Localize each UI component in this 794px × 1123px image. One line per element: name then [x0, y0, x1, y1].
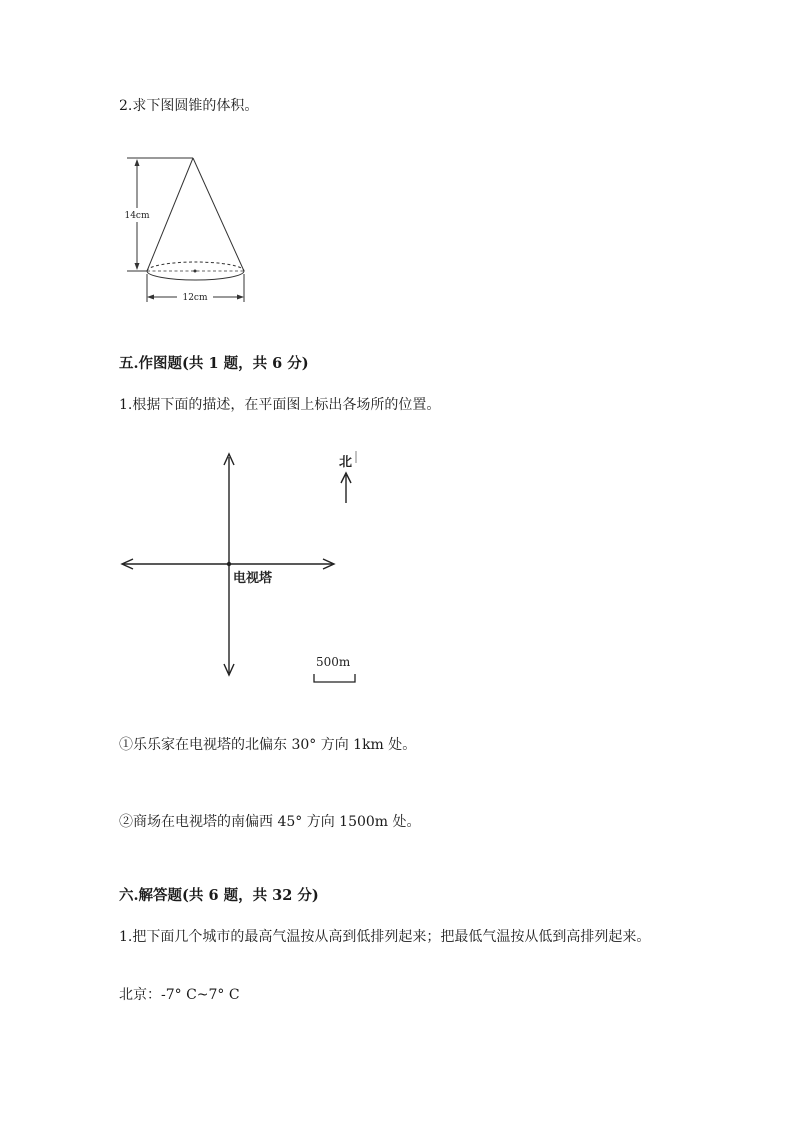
section-6-question-1: 1.把下面几个城市的最高气温按从高到低排列起来；把最低气温按从低到高排列起来。	[119, 929, 651, 945]
beijing-temperature: 北京：-7° C~7° C	[119, 987, 240, 1003]
map-figure	[115, 445, 375, 695]
scale-bar	[314, 674, 355, 682]
section-5-item-1: ①乐乐家在电视塔的北偏东 30° 方向 1km 处。	[119, 737, 417, 753]
height-arrow-top	[135, 159, 140, 166]
question-2-text: 2.求下图圆锥的体积。	[119, 98, 259, 114]
cone-right-side	[193, 158, 244, 271]
section-5-heading: 五.作图题(共 1 题，共 6 分)	[119, 355, 309, 372]
cone-figure	[115, 150, 255, 310]
cone-left-side	[147, 158, 193, 271]
diameter-arrow-left	[147, 295, 154, 300]
height-label: 14cm	[124, 211, 150, 221]
height-arrow-bottom	[135, 263, 140, 270]
section-5-question-1: 1.根据下面的描述，在平面图上标出各场所的位置。	[119, 397, 441, 413]
scale-label: 500m	[316, 655, 351, 669]
cone-center-dot	[194, 270, 197, 273]
section-6-heading: 六.解答题(共 6 题，共 32 分)	[119, 887, 319, 904]
tv-tower-point	[227, 562, 231, 566]
tv-tower-label: 电视塔	[233, 571, 273, 586]
diameter-label: 12cm	[182, 293, 208, 303]
north-label: 北	[339, 455, 353, 470]
diameter-arrow-right	[237, 295, 244, 300]
section-5-item-2: ②商场在电视塔的南偏西 45° 方向 1500m 处。	[119, 814, 421, 830]
